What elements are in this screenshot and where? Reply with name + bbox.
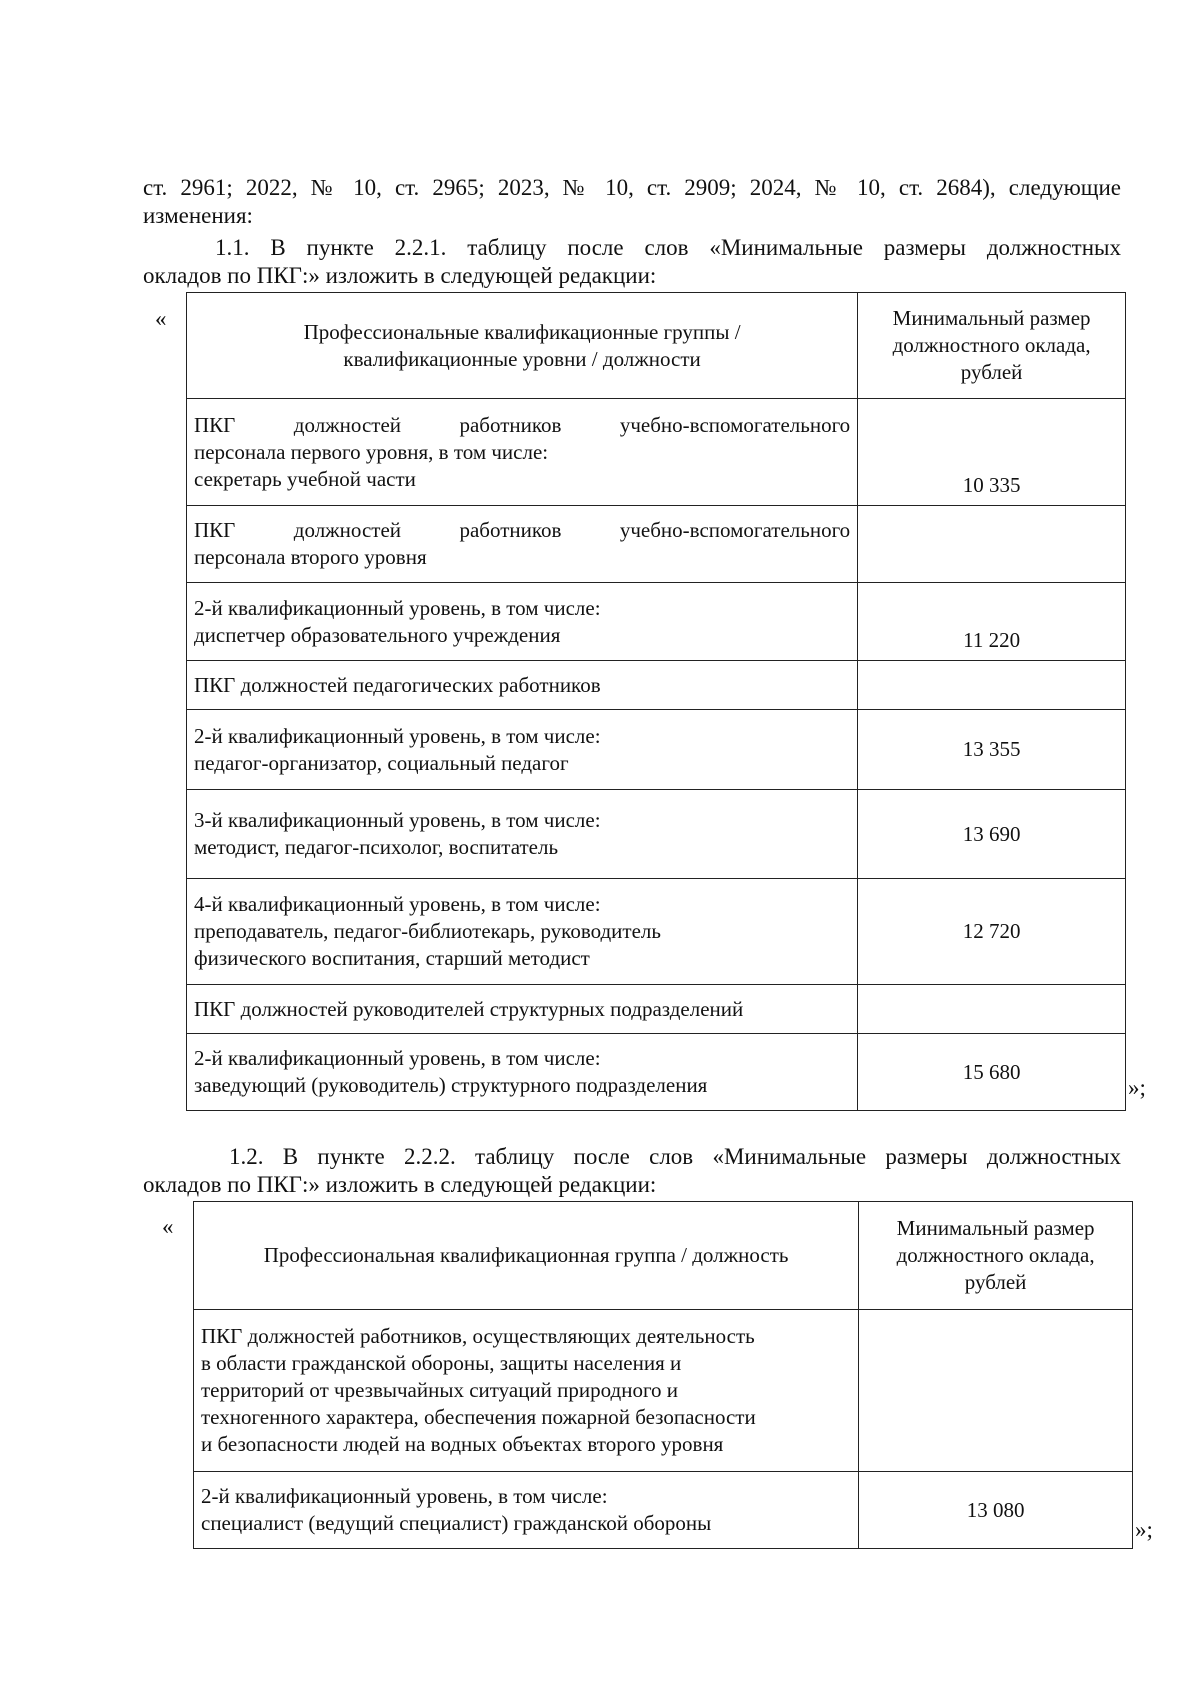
header-min-salary xyxy=(859,1202,1133,1310)
table-header-row xyxy=(194,1202,1133,1310)
table-row xyxy=(187,399,1126,506)
section2-open-quote: « xyxy=(162,1214,174,1239)
row-text-line: физического воспитания, старший методист xyxy=(194,946,590,970)
row-text-line: персонала второго уровня xyxy=(194,545,427,569)
row-text-line: педагог-организатор, социальный педагог xyxy=(194,750,569,775)
row-text-line: 2-й квалификационный уровень, в том числе: xyxy=(194,595,601,620)
header-right-line-2: должностного оклада, xyxy=(892,333,1091,357)
row-text-line: 3-й квалификационный уровень, в том числе: xyxy=(194,808,601,832)
row-value-cell xyxy=(858,506,1126,583)
table-header-row xyxy=(187,293,1126,399)
row-text-line: ПКГ должностей руководителей структурных подразделений xyxy=(194,996,744,1021)
row-value-cell: 15 680 xyxy=(858,1034,1126,1111)
section1-close-quote: »; xyxy=(1128,1075,1146,1100)
intro-line-1: ст. 2961; 2022, № 10, ст. 2965; 2023, № 10, ст. 2909; 2024, № 10, ст. 2684), следующие xyxy=(143,175,1121,200)
header-qualification-groups xyxy=(187,293,858,399)
header-left-line-1: Профессиональные квалификационные группы / xyxy=(303,319,741,344)
table-row xyxy=(187,879,1126,985)
row-text-line: в области гражданской обороны, защиты населения и xyxy=(201,1351,682,1375)
row-name-cell xyxy=(187,1034,858,1111)
row-value-cell: 12 720 xyxy=(858,879,1126,985)
intro-paragraph xyxy=(143,174,1121,230)
table-row xyxy=(187,710,1126,790)
section1-table xyxy=(186,292,1126,1111)
row-value-cell: 13 690 xyxy=(858,790,1126,879)
row-text-line: персонала первого уровня, в том числе: xyxy=(194,439,549,464)
row-text-line: техногенного характера, обеспечения пожарной безопасности xyxy=(201,1405,756,1429)
row-value-cell xyxy=(858,985,1126,1034)
section2-line-1: 1.2. В пункте 2.2.2. таблицу после слов «Минимальные размеры должностных xyxy=(229,1144,1121,1169)
table-row xyxy=(194,1310,1133,1472)
row-text-line: секретарь учебной части xyxy=(194,466,416,491)
row-value-cell: 13 355 xyxy=(858,710,1126,790)
table-row xyxy=(187,790,1126,879)
row-name-cell xyxy=(187,583,858,661)
row-text-line: 2-й квалификационный уровень, в том числе: xyxy=(201,1484,608,1508)
row-text-line: 4-й квалификационный уровень, в том числе: xyxy=(194,892,601,916)
table-row xyxy=(187,506,1126,583)
header-right-line-3: рублей xyxy=(960,360,1023,384)
row-value-cell: 13 080 xyxy=(859,1472,1133,1549)
header-qualification-group: Профессиональная квалификационная группа / должность xyxy=(194,1202,859,1310)
row-name-cell xyxy=(187,506,858,583)
row-text-line: ПКГ должностей педагогических работников xyxy=(194,672,601,697)
section2-paragraph xyxy=(143,1143,1121,1199)
section2-line-2: окладов по ПКГ:» изложить в следующей редакции: xyxy=(143,1172,657,1197)
row-value-cell: 10 335 xyxy=(858,399,1126,506)
section2-table xyxy=(193,1201,1133,1549)
row-name-cell xyxy=(187,710,858,790)
row-value-cell: 11 220 xyxy=(858,583,1126,661)
row-name-cell xyxy=(187,661,858,710)
intro-line-2: изменения: xyxy=(143,203,253,228)
row-name-cell xyxy=(194,1310,859,1472)
section1-paragraph xyxy=(143,234,1121,290)
row-text-line: преподаватель, педагог-библиотекарь, руководитель xyxy=(194,919,661,943)
row-name-cell xyxy=(194,1472,859,1549)
row-text-line: диспетчер образовательного учреждения xyxy=(194,622,561,647)
row-text-line: ПКГ должностей работников, осуществляющих деятельность xyxy=(201,1324,755,1348)
row-text-line: заведующий (руководитель) структурного подразделения xyxy=(194,1073,708,1097)
table-row xyxy=(187,583,1126,661)
row-text-line: 2-й квалификационный уровень, в том числе: xyxy=(194,723,601,748)
row-text-line: территорий от чрезвычайных ситуаций природного и xyxy=(201,1378,679,1402)
row-text-line: методист, педагог-психолог, воспитатель xyxy=(194,835,559,859)
section1-line-2: окладов по ПКГ:» изложить в следующей редакции: xyxy=(143,263,657,288)
section1-open-quote: « xyxy=(155,306,167,331)
section1-line-1: 1.1. В пункте 2.2.1. таблицу после слов «Минимальные размеры должностных xyxy=(215,235,1121,260)
row-name-cell xyxy=(187,399,858,506)
row-text-line: ПКГ должностей работников учебно-вспомогательного xyxy=(194,412,851,437)
header-left-line-2: квалификационные уровни / должности xyxy=(343,346,701,371)
row-text-line: 2-й квалификационный уровень, в том числе: xyxy=(194,1046,601,1070)
row-value-cell xyxy=(858,661,1126,710)
row-name-cell xyxy=(187,879,858,985)
row-text-line: и безопасности людей на водных объектах второго уровня xyxy=(201,1432,724,1456)
header-right-line-2: должностного оклада, xyxy=(896,1243,1095,1267)
header-min-salary xyxy=(858,293,1126,399)
section2-close-quote: »; xyxy=(1135,1517,1153,1542)
table-row xyxy=(187,1034,1126,1111)
header-right-line-1: Минимальный размер xyxy=(896,1216,1095,1240)
header-right-line-1: Минимальный размер xyxy=(892,306,1091,330)
row-text-line: ПКГ должностей работников учебно-вспомогательного xyxy=(194,518,851,542)
row-text-line: специалист (ведущий специалист) гражданской обороны xyxy=(201,1511,712,1535)
row-name-cell xyxy=(187,790,858,879)
header-right-line-3: рублей xyxy=(964,1270,1027,1294)
table-row xyxy=(187,985,1126,1034)
row-value-cell xyxy=(859,1310,1133,1472)
table-row xyxy=(194,1472,1133,1549)
row-name-cell xyxy=(187,985,858,1034)
table-row xyxy=(187,661,1126,710)
